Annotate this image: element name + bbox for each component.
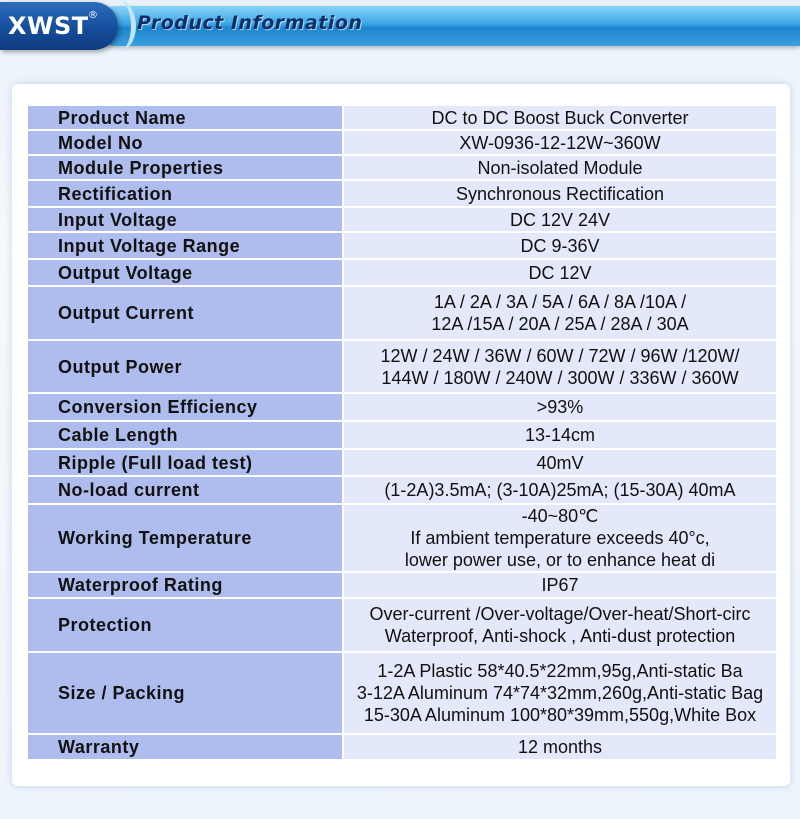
spec-value	[343, 259, 777, 286]
spec-value-line: 1-2A Plastic 58*40.5*22mm,95g,Anti-static Ba	[377, 661, 743, 681]
spec-value-line: 13-14cm	[524, 425, 596, 445]
spec-row	[27, 259, 777, 286]
spec-value	[343, 340, 777, 393]
spec-value	[343, 449, 777, 476]
spec-value-line: (1-2A)3.5mA; (3-10A)25mA; (15-30A) 40mA	[384, 480, 736, 500]
header-banner	[0, 0, 800, 56]
spec-value	[343, 572, 777, 598]
page-title: Product Information	[137, 12, 363, 34]
registered-mark: ®	[88, 10, 98, 21]
spec-value-line: Waterproof, Anti-shock , Anti-dust protection	[384, 626, 736, 646]
spec-value-line: Non-isolated Module	[477, 157, 643, 178]
spec-label: Input Voltage	[27, 207, 343, 232]
spec-value	[343, 504, 777, 572]
spec-label: Module Properties	[27, 155, 343, 180]
spec-value-line: DC 12V 24V	[509, 209, 611, 230]
spec-row	[27, 598, 777, 652]
spec-value	[343, 155, 777, 180]
spec-value	[343, 180, 777, 207]
logo-swoosh	[100, 0, 136, 52]
spec-row	[27, 734, 777, 760]
spec-value	[343, 207, 777, 232]
spec-row	[27, 340, 777, 393]
spec-value	[343, 393, 777, 421]
spec-label: Conversion Efficiency	[27, 393, 343, 421]
spec-label: Product Name	[27, 105, 343, 130]
spec-row	[27, 207, 777, 232]
spec-label: No-load current	[27, 476, 343, 504]
spec-value-line: DC to DC Boost Buck Converter	[431, 107, 689, 128]
spec-label: Warranty	[27, 734, 343, 760]
spec-value	[343, 105, 777, 130]
spec-label: Ripple (Full load test)	[27, 449, 343, 476]
spec-row	[27, 105, 777, 130]
spec-label: Working Temperature	[27, 504, 343, 572]
spec-row	[27, 130, 777, 155]
spec-value-line: DC 9-36V	[520, 235, 600, 256]
spec-label: Output Current	[27, 286, 343, 340]
spec-value-line: 1A / 2A / 3A / 5A / 6A / 8A /10A /	[433, 292, 687, 312]
spec-row	[27, 421, 777, 449]
spec-label: Output Voltage	[27, 259, 343, 286]
spec-row	[27, 393, 777, 421]
spec-row	[27, 572, 777, 598]
spec-row	[27, 180, 777, 207]
spec-value	[343, 476, 777, 504]
spec-value-line: 12 months	[517, 737, 603, 757]
spec-value	[343, 130, 777, 155]
logo-text: XWST	[8, 12, 89, 40]
spec-value	[343, 598, 777, 652]
spec-row	[27, 476, 777, 504]
spec-value-line: 15-30A Aluminum 100*80*39mm,550g,White Box	[363, 705, 757, 725]
spec-label: Protection	[27, 598, 343, 652]
spec-value-line: -40~80℃	[521, 506, 599, 526]
spec-value-line: IP67	[541, 575, 579, 595]
spec-row	[27, 449, 777, 476]
spec-label: Input Voltage Range	[27, 232, 343, 259]
spec-row	[27, 286, 777, 340]
spec-label: Cable Length	[27, 421, 343, 449]
spec-value	[343, 421, 777, 449]
spec-value-line: DC 12V	[528, 262, 592, 283]
spec-table-body	[27, 105, 777, 760]
spec-value	[343, 734, 777, 760]
spec-row	[27, 652, 777, 734]
spec-value-line: >93%	[536, 397, 584, 417]
spec-value	[343, 652, 777, 734]
spec-label: Model No	[27, 130, 343, 155]
spec-label: Waterproof Rating	[27, 572, 343, 598]
spec-value-line: 40mV	[536, 452, 584, 473]
spec-row	[27, 155, 777, 180]
spec-row	[27, 232, 777, 259]
spec-table	[26, 104, 778, 761]
spec-value	[343, 232, 777, 259]
spec-value-line: 144W / 180W / 240W / 300W / 336W / 360W	[381, 367, 739, 388]
spec-value-line: 12A /15A / 20A / 25A / 28A / 30A	[431, 314, 689, 334]
spec-label: Size / Packing	[27, 652, 343, 734]
spec-label: Rectification	[27, 180, 343, 207]
spec-value-line: lower power use, or to enhance heat di	[404, 550, 716, 570]
spec-value-line: Synchronous Rectification	[455, 183, 665, 204]
spec-value-line: XW-0936-12-12W~360W	[459, 132, 661, 153]
spec-label: Output Power	[27, 340, 343, 393]
spec-value-line: 3-12A Aluminum 74*74*32mm,260g,Anti-static Bag	[356, 683, 764, 703]
spec-value-line: 12W / 24W / 36W / 60W / 72W / 96W /120W/	[380, 345, 740, 366]
spec-value-line: Over-current /Over-voltage/Over-heat/Short-circ	[369, 604, 751, 624]
spec-value-line: If ambient temperature exceeds 40°c,	[410, 528, 710, 548]
spec-value	[343, 286, 777, 340]
spec-row	[27, 504, 777, 572]
